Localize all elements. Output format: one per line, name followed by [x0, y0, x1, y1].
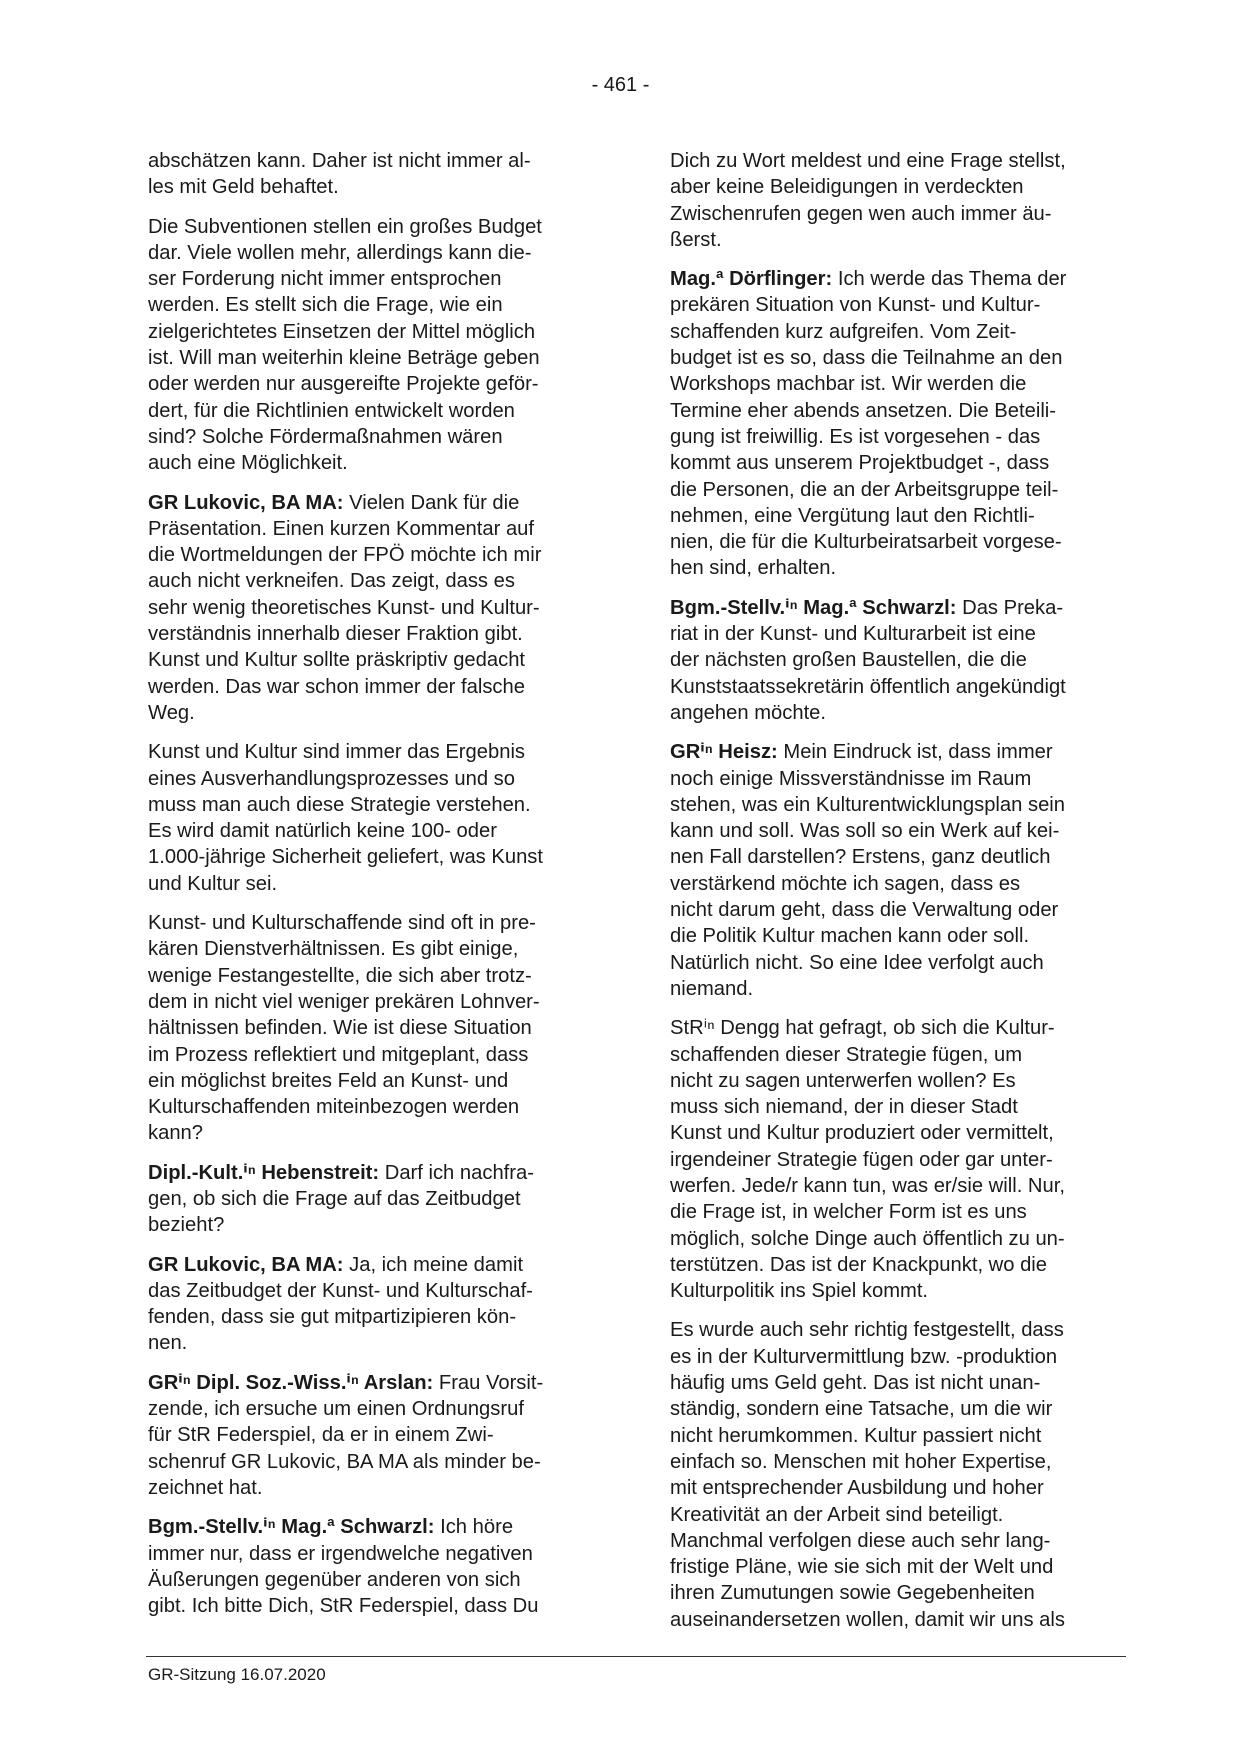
- paragraph: [148, 148, 598, 201]
- footer-divider: [146, 1656, 1126, 1657]
- paragraph: [670, 1317, 1126, 1633]
- paragraph: [148, 739, 598, 897]
- speaker-name: GRⁱⁿ Heisz:: [670, 741, 778, 764]
- speaker-name: Mag.ª Dörflinger:: [670, 268, 833, 291]
- paragraph-text: Das Preka- riat in der Kunst- und Kulturarbeit ist eine der nächsten großen Baustellen, die die Kunststaatssekretärin öffentlich angekündigt angehen möchte.: [670, 596, 1066, 724]
- paragraph-text: Es wurde auch sehr richtig festgestellt, dass es in der Kulturvermittlung bzw. -produktion häufig ums Geld geht. Das ist nicht unan- ständig, sondern eine Tatsache, um die wir nicht herumkommen. Kultur passiert nicht einfach so. Menschen mit hoher Expertise, mit entsprechender Ausbildung und hoher Kreativität an der Arbeit sind beteiligt. Manchmal verfolgen diese auch sehr lang- fristige Pläne, wie sie sich mit der Welt und ihren Zumutungen sowie Gegebenheiten auseinandersetzen wollen, damit wir uns als: [670, 1319, 1065, 1631]
- speaker-name: GR Lukovic, BA MA:: [148, 1253, 344, 1276]
- speaker-name: GRⁱⁿ Dipl. Soz.-Wiss.ⁱⁿ Arslan:: [148, 1371, 434, 1394]
- paragraph: [148, 214, 598, 477]
- paragraph: [670, 148, 1126, 253]
- paragraph-text: Dich zu Wort meldest und eine Frage stellst, aber keine Beleidigungen in verdeckten Zwischenrufen gegen wen auch immer äu- ßerst.: [670, 150, 1066, 251]
- speaker-name: Bgm.-Stellv.ⁱⁿ Mag.ª Schwarzl:: [148, 1516, 435, 1539]
- paragraph: [670, 266, 1126, 582]
- page-number: - 461 -: [591, 74, 650, 96]
- paragraph-text: StRⁱⁿ Dengg hat gefragt, ob sich die Kultur- schaffenden dieser Strategie fügen, um nicht zu sagen unterwerfen wollen? Es muss sich niemand, der in dieser Stadt Kunst und Kultur produziert oder vermittelt, irgendeiner Strategie fügen oder gar unter- werfen. Jede/r kann tun, was er/sie will. Nur, die Frage ist, in welcher Form ist es uns möglich, solche Dinge auch öffentlich zu un- terstützen. Das ist der Knackpunkt, wo die Kulturpolitik ins Spiel kommt.: [670, 1017, 1065, 1303]
- speaker-name: Dipl.-Kult.ⁱⁿ Hebenstreit:: [148, 1161, 380, 1184]
- left-column: [148, 148, 598, 1632]
- speaker-name: Bgm.-Stellv.ⁱⁿ Mag.ª Schwarzl:: [670, 596, 957, 619]
- paragraph: [670, 595, 1126, 726]
- paragraph: [148, 910, 598, 1147]
- paragraph-text: Kunst- und Kulturschaffende sind oft in pre- kären Dienstverhältnissen. Es gibt einige, wenige Festangestellte, die sich aber trotz- dem in nicht viel weniger prekären Lohnver- hältnissen befinden. Wie ist diese Situation im Prozess reflektiert und mitgeplant, dass ein möglichst breites Feld an Kunst- und Kulturschaffenden miteinbezogen werden kann?: [148, 912, 540, 1145]
- paragraph-text: Frau Vorsit- zende, ich ersuche um einen Ordnungsruf für StR Federspiel, da er in einem Zwi- schenruf GR Lukovic, BA MA als minder be- zeichnet hat.: [148, 1371, 544, 1499]
- paragraph-text: Kunst und Kultur sind immer das Ergebnis eines Ausverhandlungsprozesses und so muss man auch diese Strategie verstehen. Es wird damit natürlich keine 100- oder 1.000-jährige Sicherheit geliefert, was Kunst und Kultur sei.: [148, 741, 543, 895]
- paragraph: [148, 1252, 598, 1357]
- paragraph-text: abschätzen kann. Daher ist nicht immer al- les mit Geld behaftet.: [148, 150, 531, 199]
- paragraph-text: Mein Eindruck ist, dass immer noch einige Missverständnisse im Raum stehen, was ein Kulturentwicklungsplan sein kann und soll. Was soll so ein Werk auf kei- nen Fall darstellen? Erstens, ganz deutlich verstärkend möchte ich sagen, dass es nicht darum geht, dass die Verwaltung oder die Politik Kultur machen kann oder soll. Natürlich nicht. So eine Idee verfolgt auch niemand.: [670, 741, 1066, 1000]
- paragraph: [148, 490, 598, 727]
- paragraph: [148, 1160, 598, 1239]
- paragraph-text: Vielen Dank für die Präsentation. Einen kurzen Kommentar auf die Wortmeldungen der FPÖ möchte ich mir auch nicht verkneifen. Das zeigt, dass es sehr wenig theoretisches Kunst- und Kultur- verständnis innerhalb dieser Fraktion gibt. Kunst und Kultur sollte präskriptiv gedacht werden. Das war schon immer der falsche Weg.: [148, 491, 542, 724]
- paragraph-text: Ich höre immer nur, dass er irgendwelche negativen Äußerungen gegenüber anderen von sich gibt. Ich bitte Dich, StR Federspiel, dass Du: [148, 1516, 539, 1618]
- paragraph-text: Darf ich nachfra- gen, ob sich die Frage auf das Zeitbudget bezieht?: [148, 1161, 534, 1237]
- right-column: [670, 148, 1126, 1646]
- paragraph: [670, 1015, 1126, 1304]
- paragraph: [670, 739, 1126, 1002]
- footer-session-label: GR-Sitzung 16.07.2020: [148, 1665, 326, 1684]
- paragraph-text: Ich werde das Thema der prekären Situation von Kunst- und Kultur- schaffenden kurz aufgreifen. Vom Zeit- budget ist es so, dass die Teilnahme an den Workshops machbar ist. Wir werden die Termine eher abends ansetzen. Die Beteili- gung ist freiwillig. Es ist vorgesehen - das kommt aus unserem Projektbudget -, dass die Personen, die an der Arbeitsgruppe teil- nehmen, eine Vergütung laut den Richtli- nien, die für die Kulturbeiratsarbeit vorgese- hen sind, erhalten.: [670, 268, 1067, 580]
- paragraph-text: Ja, ich meine damit das Zeitbudget der Kunst- und Kulturschaf- fenden, dass sie gut mitpartizipieren kön- nen.: [148, 1253, 533, 1355]
- paragraph: [148, 1370, 598, 1501]
- paragraph-text: Die Subventionen stellen ein großes Budget dar. Viele wollen mehr, allerdings kann die- ser Forderung nicht immer entsprochen werden. Es stellt sich die Frage, wie ein zielgerichtetes Einsetzen der Mittel möglich ist. Will man weiterhin kleine Beträge geben oder werden nur ausgereifte Projekte geför- dert, für die Richtlinien entwickelt worden sind? Solche Fördermaßnahmen wären auch eine Möglichkeit.: [148, 215, 542, 475]
- paragraph: [148, 1514, 598, 1619]
- speaker-name: GR Lukovic, BA MA:: [148, 491, 344, 514]
